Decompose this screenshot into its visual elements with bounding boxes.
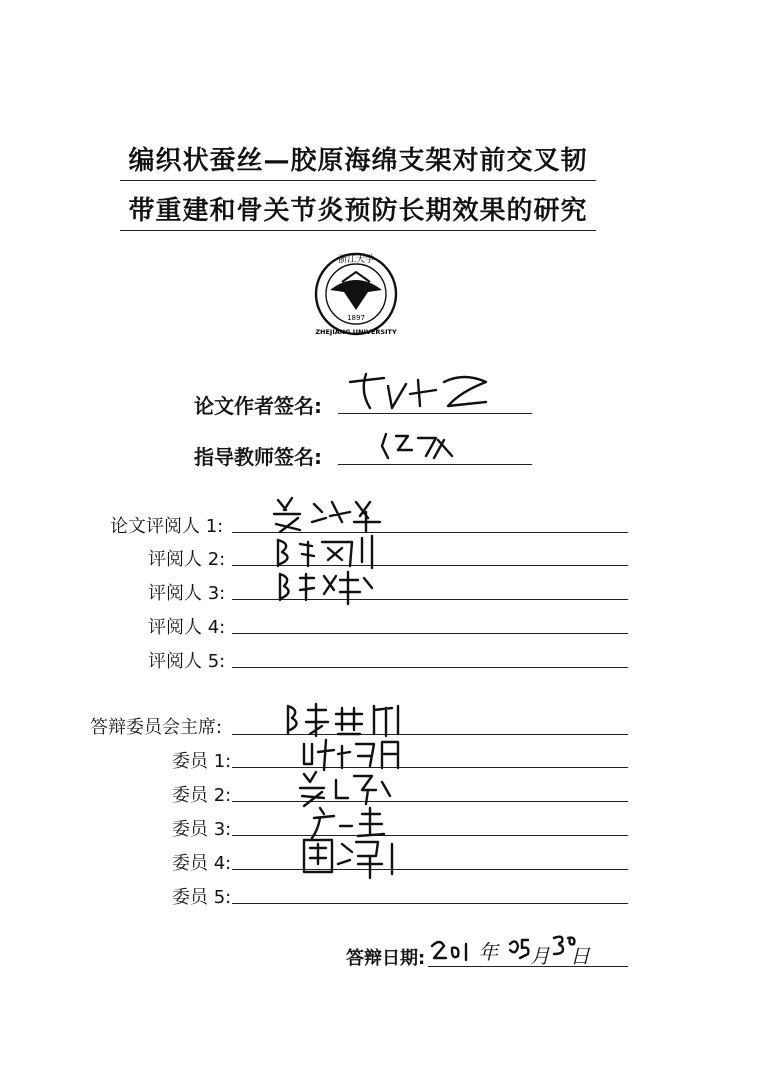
- committee-chair-handwriting: [282, 700, 412, 740]
- committee-member-2-handwriting: [296, 768, 396, 808]
- advisor-signature-handwriting: [378, 428, 468, 464]
- committee-member-5-label: 委员 5:: [172, 887, 232, 908]
- reviewer-4-label: 评阅人 4:: [148, 617, 226, 638]
- committee-member-5-line[interactable]: [232, 902, 628, 904]
- reviewer-2-handwriting: [272, 534, 382, 570]
- defense-date-line[interactable]: [428, 965, 628, 967]
- defense-date-day-suffix: 日: [570, 944, 590, 968]
- reviewer-1-label: 论文评阅人 1:: [110, 516, 224, 537]
- reviewer-4-line[interactable]: [232, 632, 628, 634]
- defense-date-month-handwriting: [506, 932, 532, 962]
- seal-bottom-text: ZHEJIANG UNIVERSITY: [315, 328, 397, 336]
- reviewer-2-label: 评阅人 2:: [148, 549, 226, 570]
- committee-member-2-line[interactable]: [232, 800, 628, 802]
- zhejiang-university-seal-logo: [308, 250, 408, 340]
- committee-member-3-line[interactable]: [232, 834, 628, 836]
- committee-member-1-line[interactable]: [232, 766, 628, 768]
- committee-member-3-label: 委员 3:: [172, 819, 232, 840]
- committee-member-4-label: 委员 4:: [172, 853, 232, 874]
- committee-member-1-handwriting: [298, 736, 418, 772]
- defense-date-label: 答辩日期:: [346, 948, 426, 969]
- reviewer-3-label: 评阅人 3:: [148, 583, 226, 604]
- author-signature-label: 论文作者签名:: [194, 394, 322, 418]
- reviewer-1-handwriting: [270, 492, 390, 534]
- committee-member-4-line[interactable]: [232, 868, 628, 870]
- thesis-title-line-1: 编织状蚕丝—胶原海绵支架对前交叉韧: [120, 140, 596, 181]
- committee-member-2-label: 委员 2:: [172, 785, 232, 806]
- committee-member-1-label: 委员 1:: [172, 751, 232, 772]
- committee-chair-label: 答辩委员会主席:: [90, 717, 223, 738]
- defense-date-year-suffix: 年: [478, 940, 498, 964]
- thesis-title-line-2: 带重建和骨关节炎预防长期效果的研究: [120, 190, 596, 231]
- seal-top-text: 浙江大学: [337, 255, 375, 265]
- author-signature-handwriting: [340, 368, 500, 416]
- committee-member-4-handwriting: [296, 834, 406, 882]
- defense-date-year-handwriting: [430, 936, 480, 964]
- reviewer-3-handwriting: [274, 566, 384, 606]
- advisor-signature-label: 指导教师签名:: [194, 445, 322, 469]
- reviewer-5-label: 评阅人 5:: [148, 651, 226, 672]
- reviewer-5-line[interactable]: [232, 666, 628, 668]
- defense-date-month-suffix: 月: [530, 944, 550, 968]
- seal-year: 1897: [347, 314, 365, 322]
